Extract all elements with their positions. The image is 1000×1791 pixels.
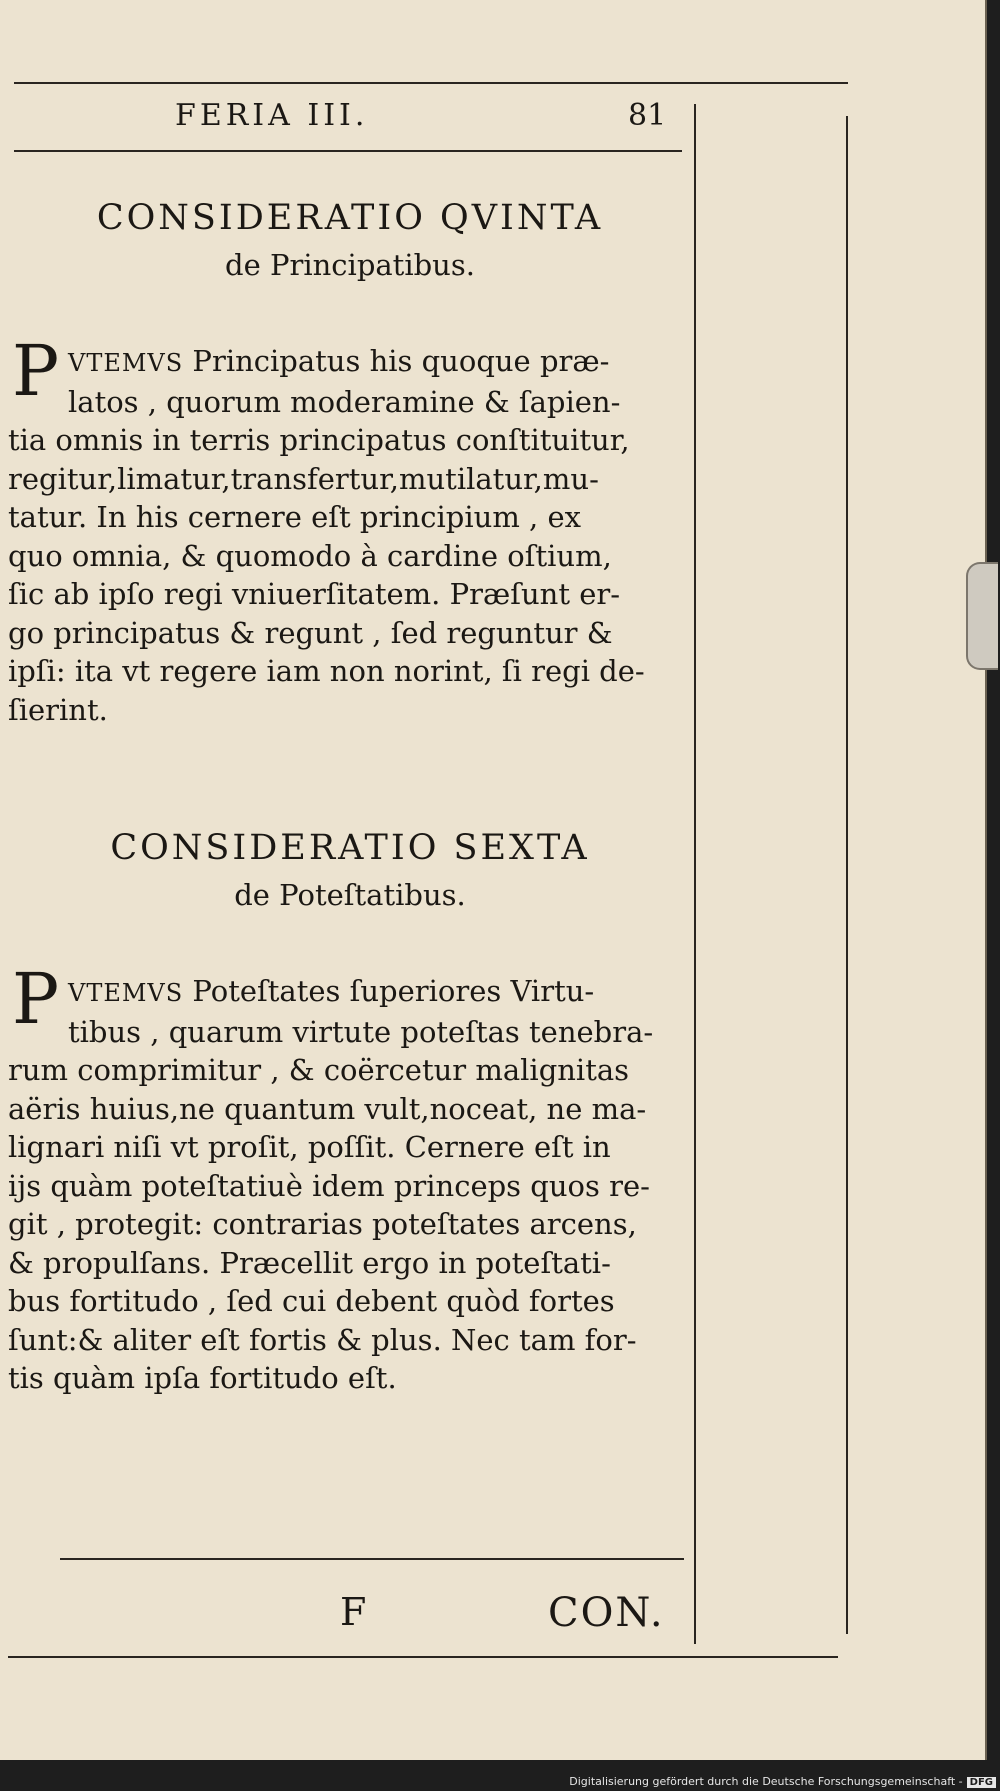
text-line: ipſi: ita vt regere iam non norint, ſi regi de- <box>8 654 645 688</box>
text-line: lignari niſi vt proſit, poſſit. Cernere eſt in <box>8 1130 611 1164</box>
text-line: tibus , quarum virtute poteſtas tenebra- <box>68 1014 654 1049</box>
text-line: git , protegit: contrarias poteſtates arcens, <box>8 1207 637 1241</box>
credit-text: Digitalisierung gefördert durch die Deutsche Forschungsgemeinschaft - <box>569 1775 963 1788</box>
text-line: go principatus & regunt , ſed reguntur & <box>8 615 613 650</box>
text-line <box>8 342 698 383</box>
text-line: rum comprimitur , & coërcetur malignitas <box>8 1053 630 1087</box>
text-line: ſunt:& aliter eſt fortis & plus. Nec tam for- <box>8 1322 637 1357</box>
running-title: FERIA III. <box>175 98 369 133</box>
bottom-rule <box>8 1656 838 1658</box>
paragraph-potestatibus <box>8 972 698 1398</box>
text-line <box>8 972 698 1013</box>
section-heading-quinta: CONSIDERATIO QVINTA <box>96 198 604 238</box>
section-heading-sexta: CONSIDERATIO SEXTA <box>110 828 590 868</box>
dfg-logo: DFG <box>967 1777 996 1788</box>
text-line: & propulſans. Præcellit ergo in poteſtati- <box>8 1245 611 1280</box>
drop-cap-1: P <box>12 330 60 412</box>
text-line: bus fortitudo , ſed cui debent quòd fortes <box>8 1284 615 1318</box>
page-tab-clip <box>966 562 998 670</box>
text-line: latos , quorum moderamine & ſapien- <box>68 384 621 419</box>
header-top-rule <box>14 82 848 84</box>
page-number: 81 <box>628 98 667 133</box>
footer-rule <box>60 1558 684 1560</box>
signature-mark: F <box>340 1590 367 1634</box>
text-line: ſierint. <box>8 692 108 727</box>
text-line: aëris huius,ne quantum vult,noceat, ne ma- <box>8 1091 647 1126</box>
text-line: tis quàm ipſa fortitudo eſt. <box>8 1361 397 1395</box>
drop-cap-2: P <box>12 958 60 1040</box>
text-column-rule <box>694 104 696 1644</box>
text-line: quo omnia, & quomodo à cardine oſtium, <box>8 538 612 573</box>
text-line: ſic ab ipſo regi vniuerſitatem. Præſunt er- <box>8 577 621 611</box>
text-line-content: Principatus his quoque præ- <box>183 344 610 378</box>
text-line: tatur. In his cernere eſt principium , ex <box>8 500 581 534</box>
text-line-content: Poteſtates ſuperiores Virtu- <box>183 974 595 1008</box>
section-subheading-principatibus: de Principatibus. <box>225 248 475 282</box>
outer-margin-rule <box>846 116 848 1634</box>
paragraph-principatibus <box>8 342 698 729</box>
text-line: regitur,limatur,transfertur,mutilatur,mu- <box>8 461 599 496</box>
small-caps-word: VTEMVS <box>68 979 184 1007</box>
text-line: tia omnis in terris principatus conſtituitur, <box>8 423 630 457</box>
section-subheading-potestatibus: de Poteſtatibus. <box>234 878 466 912</box>
small-caps-word: VTEMVS <box>68 349 184 377</box>
text-line: ijs quàm poteſtatiuè idem princeps quos re- <box>8 1168 650 1203</box>
catchword: CON. <box>548 1590 665 1636</box>
header-bottom-rule <box>14 150 682 152</box>
digitization-credit <box>569 1775 996 1788</box>
